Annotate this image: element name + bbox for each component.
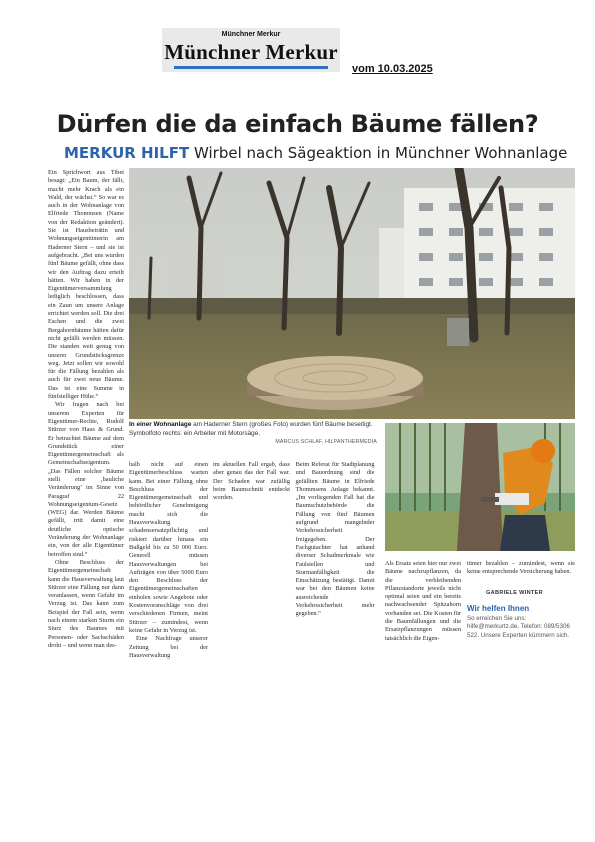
publication-date: vom 10.03.2025 bbox=[352, 63, 433, 75]
paragraph: im aktuellen Fall ergab, dass aber genau das der Fall war. Der Schaden war zufällig beim Baumschnitt entdeckt worden. bbox=[213, 461, 290, 502]
help-box-title: Wir helfen Ihnen bbox=[467, 604, 530, 613]
photo-caption bbox=[129, 421, 377, 446]
masthead-underline bbox=[174, 66, 328, 69]
masthead-small-title: Münchner Merkur bbox=[221, 31, 281, 38]
chainsaw-worker-photo bbox=[385, 423, 575, 551]
subline-kicker: MERKUR HILFT bbox=[64, 144, 190, 162]
masthead-title: Münchner Merkur bbox=[164, 40, 338, 64]
paragraph: halb nicht auf einen Eigentümerbeschluss warten kann. Bei einer Fällung ohne Beschluss der Eigentümergemeinschaft und behördlicher Genehmigung macht sich die Hausverwaltung schadensersatzpflichtig und riskiert darüber hinaus ein Bußgeld bis zu 50 000 Euro. Generell müssen Hausverwaltungen bei Aufträgen von über 5000 Euro den Beschluss der Eigentümergemeinschaften einholen sowie Angebote oder Kostenvoranschläge von drei verschiedenen Firmen, meint Stürzer – zumindest, wenn keine Gefahr in Verzug ist. bbox=[129, 461, 208, 634]
paragraph: tümer bezahlen – zumindest, wenn sie keine entsprechende Versicherung haben. bbox=[467, 560, 575, 576]
article-column-2 bbox=[129, 461, 208, 660]
masthead-logo bbox=[162, 28, 340, 72]
paragraph: Eine Nachfrage unserer Zeitung bei der Hausverwaltung bbox=[129, 635, 208, 659]
paragraph: Als Ersatz seien hier nur zwei Bäume nachzupflanzen, da die verbleibenden Pflanzstandorte jeweils nicht optimal seien und ein bereits nachwachsender Spitzahorn vorhanden sei. Die Kosten für die Baumfällungen und die Ersatzpflanzungen müssen tatsächlich die Eigen- bbox=[385, 560, 461, 642]
article-author: GABRIELE WINTER bbox=[486, 590, 544, 596]
article-column-5 bbox=[467, 560, 575, 577]
paragraph: Ohne Beschluss der Eigentümergemeinschaft kann die Hausverwaltung laut Stürzer eine Fällung nur dann veranlassen, wenn Gefahr im Verzug ist. Das kann zum Beispiel der Fall sein, wenn nach einem starken Sturm ein Sturz des Baumes mit Personen- oder Sachschäden droht – und wenn man des- bbox=[48, 558, 124, 649]
paragraph: Beim Referat für Stadtplanung und Bauordnung sind die gefällten Bäume in Elfriede Thommsens Anlage bekannt. „Im vorliegenden Fall hat die Baumschutzbehörde die Fällung von fünf Bäumen aufgrund mangelnder Verkehrssicherheit freigegeben. Der Fachgutachter hat anhand diverser Schadmerkmale wie Faulstellen und Sturmanfälligkeit die Einschätzung bestätigt. Damit war bei den Bäumen keine ausreichende Verkehrssicherheit mehr gegeben.“ bbox=[295, 461, 375, 618]
photo-credit: MARCUS SCHLAF, HILPANTHERMEDIA bbox=[275, 439, 377, 446]
paragraph: Wir fragen nach bei unserem Experten für Eigentümer-Rechte, Rudolf Stürzer von Haus & Grund. Er betrachtet Bäume auf dem Grundstück einer Eigentümergemeinschaft als Gemeinschaftseigentum. „Das Fällen solcher Bäume stellt eine ‚bauliche Veränderung‘ im Sinne von Paragraf 22 Wohnungseigentum-Gesetz (WEG) dar. Werden Bäume gefällt, tritt damit eine deutliche optische Veränderung der Wohnanlage ein, von der alle Eigentümer betroffen sind.“ bbox=[48, 401, 124, 558]
caption-text: am Haderner Stern (großes Foto) wurden fünf Bäume beseitigt. Symbolfoto rechts: ein Arbeiter mit Motorsäge. bbox=[129, 421, 373, 437]
article-column-3 bbox=[213, 461, 377, 619]
help-box-text: So erreichen Sie uns: hilfe@merkurtz.de, Telefon: 089/5306 522. Unsere Experten kümmern sich. bbox=[467, 615, 570, 639]
article-column-1 bbox=[48, 169, 124, 650]
subline-text: Wirbel nach Sägeaktion in Münchner Wohnanlage bbox=[194, 144, 568, 162]
main-photo-tree-stump bbox=[129, 168, 575, 419]
article-headline: Dürfen die da einfach Bäume fällen? bbox=[56, 110, 539, 138]
article-column-4 bbox=[385, 560, 461, 643]
paragraph: Ein Sprichwort aus Tibet besagt: „Ein Baum, der fällt, macht mehr Krach als ein Wald, der wächst.“ So war es auch in der Wohnanlage von Elfriede Thommsen (Name von der Redaktion geändert). Sie ist Hausbeirätin und Wohnungseigentümerin am Haderner Stern – und sie ist aufgebracht. „Bei uns wurden fünf Bäume gefällt, ohne dass wir den Auftrag dazu erteilt hätten. Wir haben in der Eigentümerversammlung lediglich beschlossen, dass ein Zaun um unsere Anlage errichtet werden soll. Die drei Eschen und die zwei Bergahornbäume hätten dafür nicht gefällt werden müssen. Die standen weit genug von unserer Grundstücksgrenze weg. Jetzt sollen wir sowohl für die Fällung bezahlen als auch für zwei neue Bäume. Das ist eine Summe in fünfstelliger Höhe.“ bbox=[48, 169, 124, 401]
caption-lead: In einer Wohnanlage bbox=[129, 421, 192, 428]
article-subline bbox=[64, 144, 567, 162]
